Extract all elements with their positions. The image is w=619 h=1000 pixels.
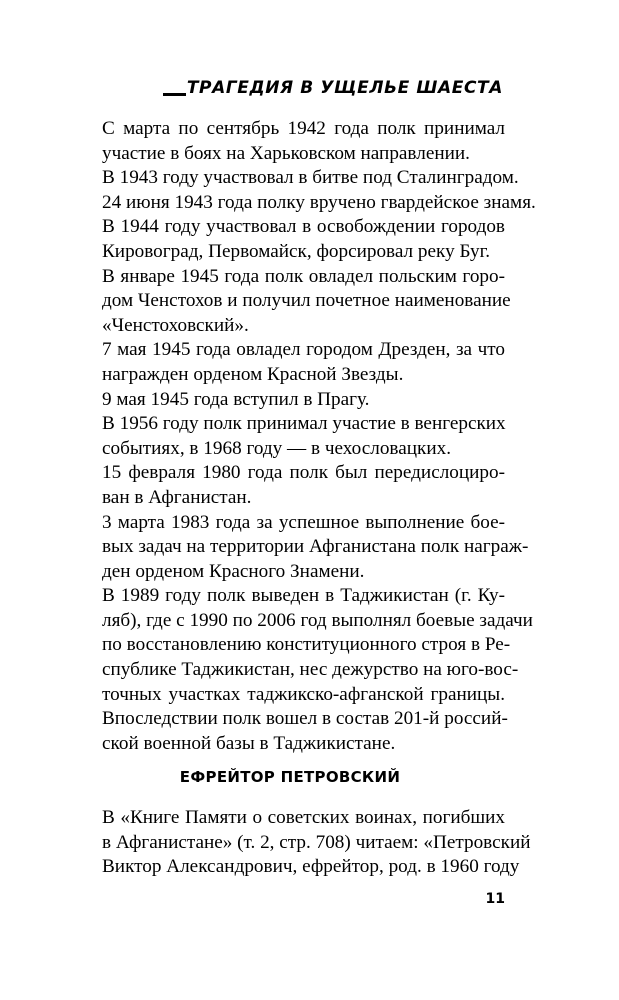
text-line: награжден орденом Красной Звезды. [102,363,404,385]
text-line: вых задач на территории Афганистана полк награж- [102,536,529,558]
page-number: 11 [485,891,505,907]
text-line: 24 июня 1943 года полку вручено гвардейское знамя. [102,191,536,213]
text-line: С марта по сентябрь 1942 года полк принимал [102,118,505,139]
text-line: 15 февраля 1980 года полк был передислоциро- [102,462,505,484]
text-line: в Афганистане» (т. 2, стр. 708) читаем: «Петровский [102,831,531,853]
text-line: ван в Афганистан. [102,486,252,508]
paragraph [75,388,505,413]
chapter-title: ТРАГЕДИЯ В УЩЕЛЬЕ ШАЕСТА [186,78,503,98]
paragraph [75,191,536,216]
section-text [75,806,531,880]
header-rule [163,93,186,96]
text-line: ской военной базы в Таджикистане. [102,732,396,754]
text-line: ден орденом Красного Знамени. [102,560,365,582]
paragraph [75,511,529,585]
main-text [75,117,536,756]
text-line: Виктор Александрович, ефрейтор, род. в 1960 году [102,856,520,878]
text-line: дом Ченстохов и получил почетное наименование [102,290,511,312]
paragraph [75,806,531,880]
text-line: ляб), где с 1990 по 2006 год выполнял боевые задачи [102,609,533,631]
text-line: В 1944 году участвовал в освобождении городов [102,216,505,238]
paragraph [75,215,505,264]
text-line: Впоследствии полк вошел в состав 201-й россий- [102,708,508,730]
paragraph [75,584,533,756]
text-line: 7 мая 1945 года овладел городом Дрезден, за что [102,339,505,361]
text-line: В 1956 году полк принимал участие в венгерских [102,413,506,435]
paragraph [75,412,505,461]
text-line: 9 мая 1945 года вступил в Прагу. [102,388,370,410]
paragraph [75,338,505,387]
paragraph [75,117,505,166]
paragraph [75,461,505,510]
text-line: В январе 1945 года полк овладел польским горо- [102,265,505,287]
text-line: участие в боях на Харьковском направлении. [102,142,470,164]
text-line: точных участках таджикско-афганской границы. [102,683,505,705]
text-line: В «Книге Памяти о советских воинах, погибших [102,807,505,828]
text-line: событиях, в 1968 году — в чехословацких. [102,437,451,459]
text-line: Кировоград, Первомайск, форсировал реку Буг. [102,240,491,262]
paragraph [75,265,511,339]
running-head [163,78,503,98]
paragraph [75,166,519,191]
text-line: В 1989 году полк выведен в Таджикистан (г. Ку- [102,585,505,607]
text-line: спублике Таджикистан, нес дежурство на юго-вос- [102,659,519,681]
text-line: по восстановлению конституционного строя в Ре- [102,634,511,656]
text-line: В 1943 году участвовал в битве под Сталинградом. [102,167,519,189]
text-line: 3 марта 1983 года за успешное выполнение бое- [102,511,505,533]
section-heading: ЕФРЕЙТОР ПЕТРОВСКИЙ [179,768,401,786]
text-line: «Ченстоховский». [102,314,249,336]
